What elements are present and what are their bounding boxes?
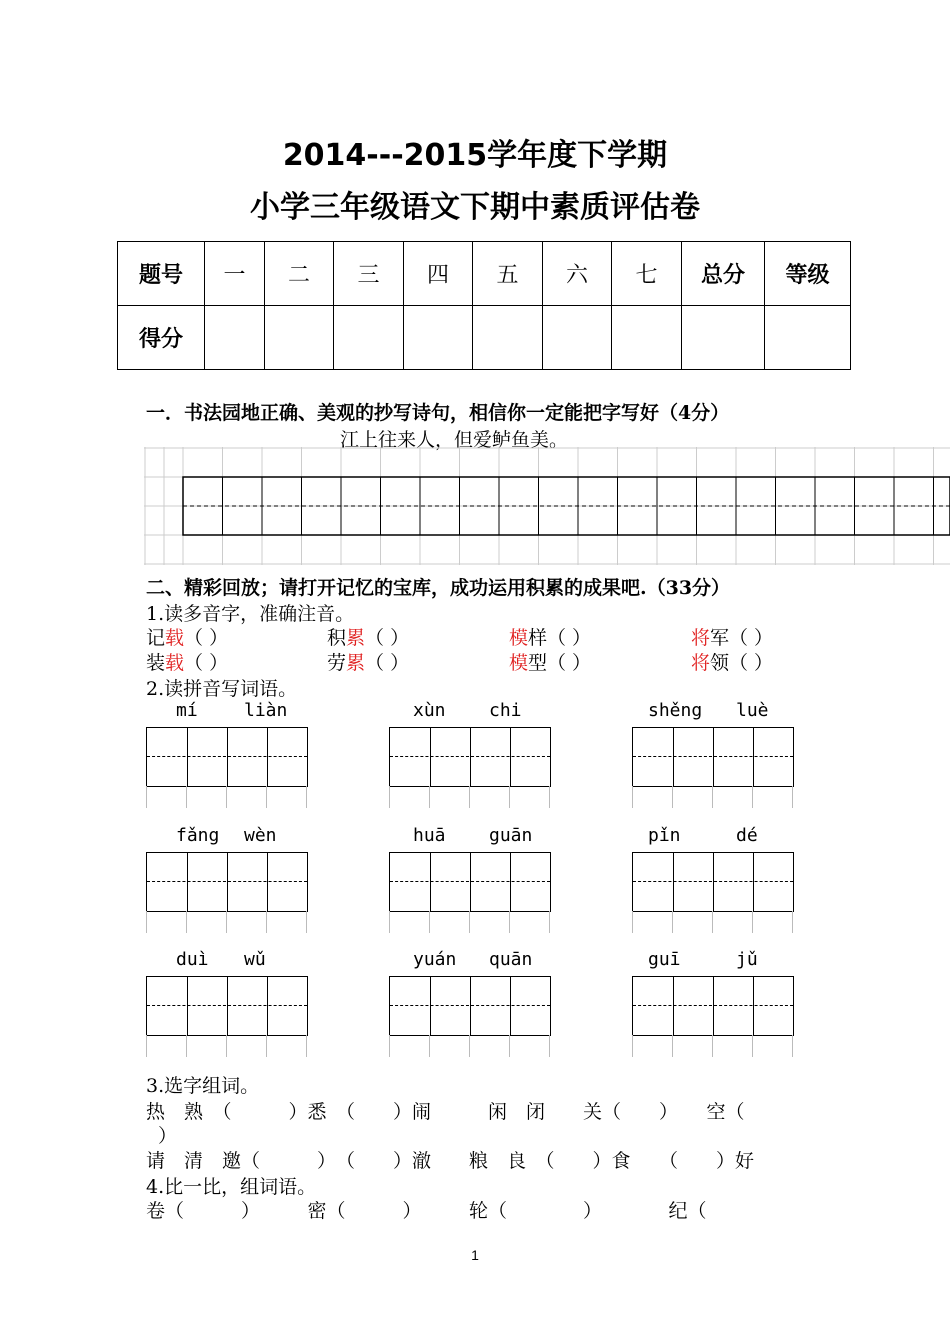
score-cell: 总分 — [682, 242, 765, 306]
score-input-cell[interactable] — [265, 306, 334, 370]
pinyin-answer-grid[interactable] — [389, 852, 551, 912]
grid-guide-tick — [469, 786, 470, 808]
q1-item[interactable]: 模样（ ） — [509, 627, 592, 649]
q1-item[interactable]: 劳累（ ） — [327, 652, 410, 674]
grid-guide-tick — [389, 786, 390, 808]
grid-divider — [227, 728, 228, 786]
score-input-cell[interactable] — [404, 306, 473, 370]
grid-divider — [510, 977, 511, 1035]
grid-guide-tick — [146, 911, 147, 933]
pinyin-answer-grid[interactable] — [389, 727, 551, 787]
grid-guide-tick — [712, 1035, 713, 1057]
grid-guide-tick — [226, 911, 227, 933]
pinyin-answer-grid[interactable] — [389, 976, 551, 1036]
score-input-cell[interactable] — [543, 306, 612, 370]
score-input-cell[interactable] — [612, 306, 682, 370]
score-cell: 六 — [543, 242, 612, 306]
q4-title: 4.比一比，组词语。 — [146, 1176, 317, 1198]
title-line-2: 小学三年级语文下期中素质评估卷 — [250, 190, 700, 225]
q1-item[interactable]: 记载（ ） — [146, 627, 229, 649]
q1-item[interactable]: 将领（ ） — [691, 652, 774, 674]
grid-guide-tick — [469, 1035, 470, 1057]
calligraphy-grid[interactable] — [144, 447, 950, 565]
q2-title: 2.读拼音写词语。 — [146, 678, 298, 700]
grid-divider — [227, 853, 228, 911]
grid-guide-tick — [632, 786, 633, 808]
q3-line-2[interactable]: 请 清 邀（ ） （ ）澈 粮 良 （ ）食 （ ）好 — [146, 1150, 755, 1172]
score-cell: 七 — [612, 242, 682, 306]
pinyin-answer-grid[interactable] — [146, 852, 308, 912]
section2-heading: 二、精彩回放；请打开记忆的宝库，成功运用积累的成果吧.（33分） — [146, 577, 731, 599]
grid-divider — [430, 977, 431, 1035]
grid-guide-tick — [509, 911, 510, 933]
pinyin-syllable: huā — [413, 825, 446, 846]
grid-divider — [753, 977, 754, 1035]
score-input-cell[interactable] — [765, 306, 851, 370]
grid-divider — [713, 728, 714, 786]
grid-guide-tick — [389, 911, 390, 933]
grid-guide-tick — [266, 911, 267, 933]
score-cell: 五 — [473, 242, 543, 306]
grid-guide-tick — [429, 786, 430, 808]
grid-guide-tick — [429, 1035, 430, 1057]
page-number: 1 — [471, 1247, 479, 1263]
score-cell: 题号 — [118, 242, 205, 306]
grid-divider — [187, 853, 188, 911]
q1-item[interactable]: 装载（ ） — [146, 652, 229, 674]
q3-line-1-cont: ） — [158, 1125, 178, 1147]
grid-divider — [713, 853, 714, 911]
grid-guide-tick — [549, 911, 550, 933]
section1-heading: 一．书法园地正确、美观的抄写诗句，相信你一定能把字写好（4分） — [146, 402, 730, 424]
grid-divider — [187, 728, 188, 786]
grid-guide-tick — [792, 1035, 793, 1057]
grid-divider — [470, 853, 471, 911]
grid-guide-tick — [509, 1035, 510, 1057]
grid-divider — [713, 977, 714, 1035]
pinyin-syllable: wǔ — [244, 949, 266, 970]
score-cell: 等级 — [765, 242, 851, 306]
q1-title: 1.读多音字，准确注音。 — [146, 603, 355, 625]
pinyin-syllable: chi — [489, 700, 522, 721]
grid-divider — [673, 853, 674, 911]
grid-guide-tick — [752, 911, 753, 933]
pinyin-syllable: xùn — [413, 700, 446, 721]
pinyin-answer-grid[interactable] — [632, 976, 794, 1036]
pinyin-syllable: yuán — [413, 949, 457, 970]
grid-guide-tick — [632, 911, 633, 933]
grid-guide-tick — [306, 1035, 307, 1057]
title-line-1: 2014---2015学年度下学期 — [282, 138, 668, 173]
grid-guide-tick — [266, 786, 267, 808]
score-cell: 三 — [334, 242, 404, 306]
q1-item[interactable]: 积累（ ） — [327, 627, 410, 649]
grid-divider — [753, 853, 754, 911]
grid-guide-tick — [672, 1035, 673, 1057]
grid-guide-tick — [186, 911, 187, 933]
q1-item[interactable]: 将军（ ） — [691, 627, 774, 649]
grid-divider — [753, 728, 754, 786]
grid-guide-tick — [266, 1035, 267, 1057]
pinyin-syllable: wèn — [244, 825, 277, 846]
pinyin-syllable: mí — [176, 700, 198, 721]
score-cell: 二 — [265, 242, 334, 306]
score-table-score-row — [118, 306, 851, 370]
grid-guide-tick — [752, 1035, 753, 1057]
grid-guide-tick — [389, 1035, 390, 1057]
grid-divider — [267, 728, 268, 786]
score-input-cell[interactable] — [473, 306, 543, 370]
grid-guide-tick — [186, 786, 187, 808]
grid-guide-tick — [146, 1035, 147, 1057]
grid-guide-tick — [146, 786, 147, 808]
score-table-header-row — [118, 242, 851, 306]
pinyin-answer-grid[interactable] — [632, 727, 794, 787]
grid-guide-tick — [429, 911, 430, 933]
pinyin-syllable: shěng — [648, 700, 703, 721]
grid-guide-tick — [549, 786, 550, 808]
score-input-cell[interactable] — [205, 306, 265, 370]
grid-guide-tick — [752, 786, 753, 808]
grid-divider — [267, 853, 268, 911]
grid-guide-tick — [306, 911, 307, 933]
grid-guide-tick — [792, 786, 793, 808]
grid-divider — [227, 977, 228, 1035]
grid-divider — [470, 728, 471, 786]
pinyin-syllable: fǎng — [176, 825, 220, 846]
grid-guide-tick — [306, 786, 307, 808]
pinyin-answer-grid[interactable] — [146, 727, 308, 787]
pinyin-syllable: duì — [176, 949, 209, 970]
pinyin-answer-grid[interactable] — [146, 976, 308, 1036]
grid-guide-tick — [469, 911, 470, 933]
grid-guide-tick — [632, 1035, 633, 1057]
grid-divider — [510, 728, 511, 786]
score-input-cell[interactable] — [682, 306, 765, 370]
score-row-label: 得分 — [118, 306, 205, 370]
score-cell: 四 — [404, 242, 473, 306]
grid-divider — [673, 728, 674, 786]
grid-divider — [470, 977, 471, 1035]
pinyin-syllable: quān — [489, 949, 533, 970]
grid-divider — [510, 853, 511, 911]
grid-guide-tick — [226, 1035, 227, 1057]
q4-line[interactable]: 卷（ ） 密（ ） 轮（ ） 纪（ — [146, 1200, 707, 1222]
grid-guide-tick — [226, 786, 227, 808]
pinyin-syllable: guān — [489, 825, 533, 846]
pinyin-syllable: jǔ — [736, 949, 758, 970]
q3-line-1[interactable]: 热 熟 （ ）悉 （ ）闹 闲 闭 关（ ） 空（ — [146, 1101, 745, 1123]
pinyin-syllable: dé — [736, 825, 758, 846]
grid-guide-tick — [792, 911, 793, 933]
grid-guide-tick — [672, 911, 673, 933]
pinyin-syllable: guī — [648, 949, 681, 970]
score-cell: 一 — [205, 242, 265, 306]
poem-line: 江上往来人，但爱鲈鱼美。 — [340, 429, 569, 451]
grid-guide-tick — [712, 786, 713, 808]
grid-divider — [430, 728, 431, 786]
grid-guide-tick — [186, 1035, 187, 1057]
grid-divider — [267, 977, 268, 1035]
pinyin-answer-grid[interactable] — [632, 852, 794, 912]
grid-guide-tick — [509, 786, 510, 808]
pinyin-syllable: pǐn — [648, 825, 681, 846]
grid-guide-tick — [549, 1035, 550, 1057]
grid-divider — [187, 977, 188, 1035]
score-table — [117, 241, 851, 370]
grid-guide-tick — [672, 786, 673, 808]
grid-guide-tick — [712, 911, 713, 933]
q1-item[interactable]: 模型（ ） — [509, 652, 592, 674]
q3-title: 3.选字组词。 — [146, 1075, 260, 1097]
score-input-cell[interactable] — [334, 306, 404, 370]
pinyin-syllable: liàn — [244, 700, 288, 721]
grid-divider — [430, 853, 431, 911]
grid-divider — [673, 977, 674, 1035]
pinyin-syllable: luè — [736, 700, 769, 721]
